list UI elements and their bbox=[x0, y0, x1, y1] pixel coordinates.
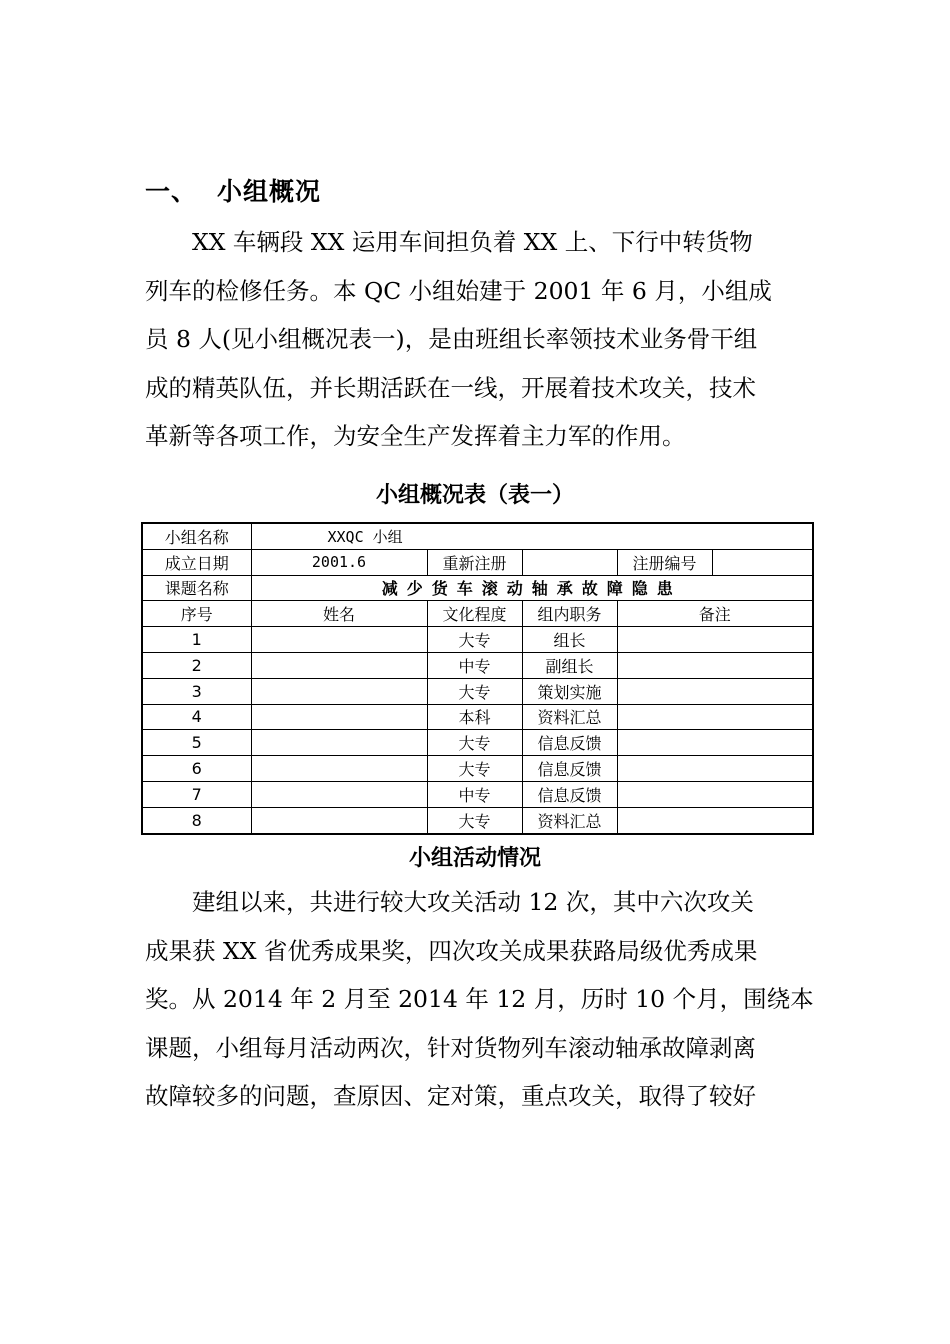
cell-role: 副组长 bbox=[522, 652, 617, 678]
cell-name bbox=[251, 704, 427, 730]
table-row bbox=[142, 781, 813, 807]
cell-note bbox=[617, 730, 813, 756]
activity-title: 小组活动情况 bbox=[408, 846, 541, 871]
cell-education: 中专 bbox=[427, 652, 522, 678]
cell-no: 6 bbox=[142, 756, 251, 782]
group-name-label: 小组名称 bbox=[142, 523, 251, 549]
paragraph-line: 成果获 XX 省优秀成果奖，四次攻关成果获路局级优秀成果 bbox=[145, 936, 758, 965]
cell-role: 组长 bbox=[522, 627, 617, 653]
cell-note bbox=[617, 678, 813, 704]
activity-paragraph bbox=[145, 878, 814, 1121]
paragraph-line: 建组以来，共进行较大攻关活动 12 次，其中六次攻关 bbox=[145, 888, 754, 916]
cell-note bbox=[617, 627, 813, 653]
table-row bbox=[142, 627, 813, 653]
intro-paragraph bbox=[145, 218, 805, 461]
cell-education: 大专 bbox=[427, 807, 522, 833]
header-no: 序号 bbox=[142, 601, 251, 627]
cell-no: 5 bbox=[142, 730, 251, 756]
cell-note bbox=[617, 652, 813, 678]
cell-note bbox=[617, 781, 813, 807]
cell-note bbox=[617, 704, 813, 730]
cell-no: 8 bbox=[142, 807, 251, 833]
cell-role: 信息反馈 bbox=[522, 756, 617, 782]
cell-name bbox=[251, 627, 427, 653]
cell-name bbox=[251, 678, 427, 704]
table-row bbox=[142, 756, 813, 782]
reregister-value bbox=[522, 549, 617, 575]
cell-name bbox=[251, 781, 427, 807]
paragraph-line: 革新等各项工作，为安全生产发挥着主力军的作用。 bbox=[145, 422, 686, 450]
cell-name bbox=[251, 652, 427, 678]
cell-role: 信息反馈 bbox=[522, 730, 617, 756]
header-name: 姓名 bbox=[251, 601, 427, 627]
cell-no: 1 bbox=[142, 627, 251, 653]
table-header-row bbox=[142, 601, 813, 627]
cell-role: 信息反馈 bbox=[522, 781, 617, 807]
cell-role: 资料汇总 bbox=[522, 807, 617, 833]
topic-value: 减少货车滚动轴承故障隐患 bbox=[251, 575, 813, 601]
table-row bbox=[142, 807, 813, 833]
founded-value: 2001.6 bbox=[251, 549, 427, 575]
table-caption: 小组概况表（表一） bbox=[375, 483, 574, 508]
cell-no: 4 bbox=[142, 704, 251, 730]
reregister-label: 重新注册 bbox=[427, 549, 522, 575]
table-row bbox=[142, 575, 813, 601]
table-row bbox=[142, 704, 813, 730]
table-row bbox=[142, 652, 813, 678]
cell-education: 大专 bbox=[427, 756, 522, 782]
cell-education: 中专 bbox=[427, 781, 522, 807]
table-row bbox=[142, 523, 813, 549]
cell-no: 3 bbox=[142, 678, 251, 704]
table-row bbox=[142, 549, 813, 575]
paragraph-line: 课题，小组每月活动两次，针对货物列车滚动轴承故障剥离 bbox=[145, 1033, 756, 1062]
paragraph-line: 员 8 人(见小组概况表一)，是由班组长率领技术业务骨干组 bbox=[145, 325, 758, 353]
paragraph-line: 故障较多的问题，查原因、定对策，重点攻关，取得了较好 bbox=[145, 1082, 756, 1110]
section-title: 小组概况 bbox=[217, 177, 322, 206]
group-info-table bbox=[141, 522, 814, 835]
section-heading bbox=[145, 172, 321, 208]
topic-label: 课题名称 bbox=[142, 575, 251, 601]
paragraph-line: 成的精英队伍，并长期活跃在一线，开展着技术攻关，技术 bbox=[145, 373, 756, 402]
cell-education: 本科 bbox=[427, 704, 522, 730]
section-number: 一、 bbox=[145, 177, 198, 206]
table-row bbox=[142, 678, 813, 704]
group-name-value: XXQC 小组 bbox=[251, 523, 813, 549]
reg-no-value bbox=[712, 549, 813, 575]
cell-education: 大专 bbox=[427, 627, 522, 653]
cell-role: 策划实施 bbox=[522, 678, 617, 704]
cell-note bbox=[617, 756, 813, 782]
cell-role: 资料汇总 bbox=[522, 704, 617, 730]
founded-label: 成立日期 bbox=[142, 549, 251, 575]
paragraph-line: XX 车辆段 XX 运用车间担负着 XX 上、下行中转货物 bbox=[145, 228, 753, 256]
cell-no: 7 bbox=[142, 781, 251, 807]
cell-name bbox=[251, 756, 427, 782]
header-role: 组内职务 bbox=[522, 601, 617, 627]
cell-education: 大专 bbox=[427, 730, 522, 756]
paragraph-line: 列车的检修任务。本 QC 小组始建于 2001 年 6 月，小组成 bbox=[145, 276, 772, 305]
cell-note bbox=[617, 807, 813, 833]
table-row bbox=[142, 730, 813, 756]
paragraph-line: 奖。从 2014 年 2 月至 2014 年 12 月，历时 10 个月，围绕本 bbox=[145, 985, 814, 1013]
cell-name bbox=[251, 807, 427, 833]
header-note: 备注 bbox=[617, 601, 813, 627]
cell-name bbox=[251, 730, 427, 756]
reg-no-label: 注册编号 bbox=[617, 549, 712, 575]
cell-education: 大专 bbox=[427, 678, 522, 704]
cell-no: 2 bbox=[142, 652, 251, 678]
header-education: 文化程度 bbox=[427, 601, 522, 627]
